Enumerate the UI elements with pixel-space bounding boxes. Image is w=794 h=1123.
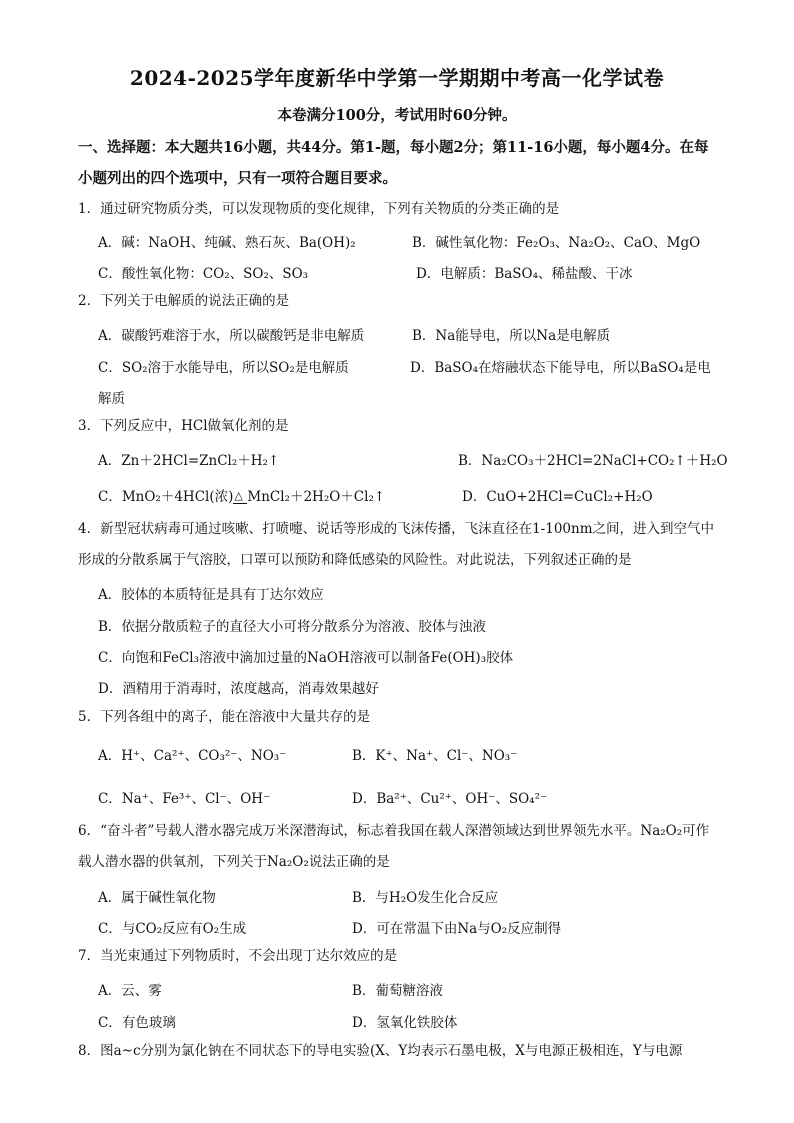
- question-6-stem: 6．“奋斗者”号载人潜水器完成万米深潜海试，标志着我国在载人深潜领域达到世界领先水平。Na₂O₂可作载人潜水器的供氧剂，下列关于Na₂O₂说法正确的是: [78, 823, 710, 870]
- q6-option-a: A．属于碱性氧化物: [98, 890, 216, 906]
- heat-mark: △: [234, 489, 243, 502]
- q2-option-b: B．Na能导电，所以Na是电解质: [412, 328, 611, 344]
- q6-option-c: C．与CO₂反应有O₂生成: [98, 921, 247, 937]
- question-1-stem: 1．通过研究物质分类，可以发现物质的变化规律，下列有关物质的分类正确的是: [78, 201, 560, 217]
- q5-option-d: D．Ba²⁺、Cu²⁺、OH⁻、SO₄²⁻: [352, 791, 548, 807]
- q7-option-d: D．氢氧化铁胶体: [352, 1015, 458, 1031]
- question-8-stem: 8．图a~c分别为氯化钠在不同状态下的导电实验(X、Y均表示石墨电极，X与电源正极相连，Y与电源: [78, 1043, 683, 1059]
- q4-option-b: B．依据分散质粒子的直径大小可将分散系分为溶液、胶体与浊液: [98, 619, 486, 635]
- q3-option-d: D．CuO+2HCl=CuCl₂+H₂O: [462, 489, 653, 505]
- q3-option-c-products: MnCl₂＋2H₂O＋Cl₂↑: [247, 489, 386, 505]
- exam-subtitle: 本卷满分100分，考试用时60分钟。: [277, 107, 517, 124]
- q1-option-b: B．碱性氧化物：Fe₂O₃、Na₂O₂、CaO、MgO: [412, 235, 701, 251]
- question-2-stem: 2．下列关于电解质的说法正确的是: [78, 293, 290, 309]
- q2-option-c: C．SO₂溶于水能导电，所以SO₂是电解质: [98, 360, 349, 376]
- q1-option-d: D．电解质：BaSO₄、稀盐酸、干冰: [416, 266, 633, 282]
- exam-title: 2024-2025学年度新华中学第一学期期中考高一化学试卷: [129, 66, 665, 90]
- q3-option-b: B．Na₂CO₃＋2HCl=2NaCl+CO₂↑＋H₂O: [458, 453, 728, 469]
- question-4-stem: 4．新型冠状病毒可通过咳嗽、打喷嚏、说话等形成的飞沫传播，飞沫直径在1-100nm之间，进入到空气中形成的分散系属于气溶胶，口罩可以预防和降低感染的风险性。对此说法，下列叙述正确的是: [78, 521, 715, 568]
- q6-option-b: B．与H₂O发生化合反应: [352, 890, 499, 906]
- q4-option-a: A．胶体的本质特征是具有丁达尔效应: [98, 587, 324, 603]
- q2-option-d-continued: 解质: [98, 391, 125, 407]
- question-7-stem: 7．当光束通过下列物质时，不会出现丁达尔效应的是: [78, 948, 398, 964]
- q1-option-c: C．酸性氧化物：CO₂、SO₂、SO₃: [98, 266, 309, 282]
- q5-option-b: B．K⁺、Na⁺、Cl⁻、NO₃⁻: [352, 748, 518, 764]
- q7-option-a: A．云、雾: [98, 983, 162, 999]
- q1-option-a: A．碱：NaOH、纯碱、熟石灰、Ba(OH)₂: [98, 235, 356, 251]
- q7-option-b: B．葡萄糖溶液: [352, 983, 443, 999]
- q3-option-a: A．Zn＋2HCl=ZnCl₂＋H₂↑: [98, 453, 280, 469]
- question-3-stem: 3．下列反应中，HCl做氧化剂的是: [78, 418, 289, 434]
- q5-option-c: C．Na⁺、Fe³⁺、Cl⁻、OH⁻: [98, 791, 271, 807]
- q6-option-d: D．可在常温下由Na与O₂反应制得: [352, 921, 562, 937]
- q2-option-d: D．BaSO₄在熔融状态下能导电，所以BaSO₄是电: [410, 360, 711, 376]
- question-5-stem: 5．下列各组中的离子，能在溶液中大量共存的是: [78, 709, 371, 725]
- section-heading: 一、选择题：本大题共16小题，共44分。第1-题，每小题2分；第11-16小题，每小题4分。在每小题列出的四个选项中，只有一项符合题目要求。: [78, 139, 709, 187]
- q4-option-c: C．向饱和FeCl₃溶液中滴加过量的NaOH溶液可以制备Fe(OH)₃胶体: [98, 650, 514, 666]
- q3-option-c: [98, 485, 385, 505]
- q2-option-a: A．碳酸钙难溶于水，所以碳酸钙是非电解质: [98, 328, 365, 344]
- q3-option-c-reactants: C．MnO₂＋4HCl(浓): [98, 489, 234, 505]
- q7-option-c: C．有色玻璃: [98, 1015, 176, 1031]
- q5-option-a: A．H⁺、Ca²⁺、CO₃²⁻、NO₃⁻: [98, 748, 287, 764]
- q4-option-d: D．酒精用于消毒时，浓度越高，消毒效果越好: [98, 681, 379, 697]
